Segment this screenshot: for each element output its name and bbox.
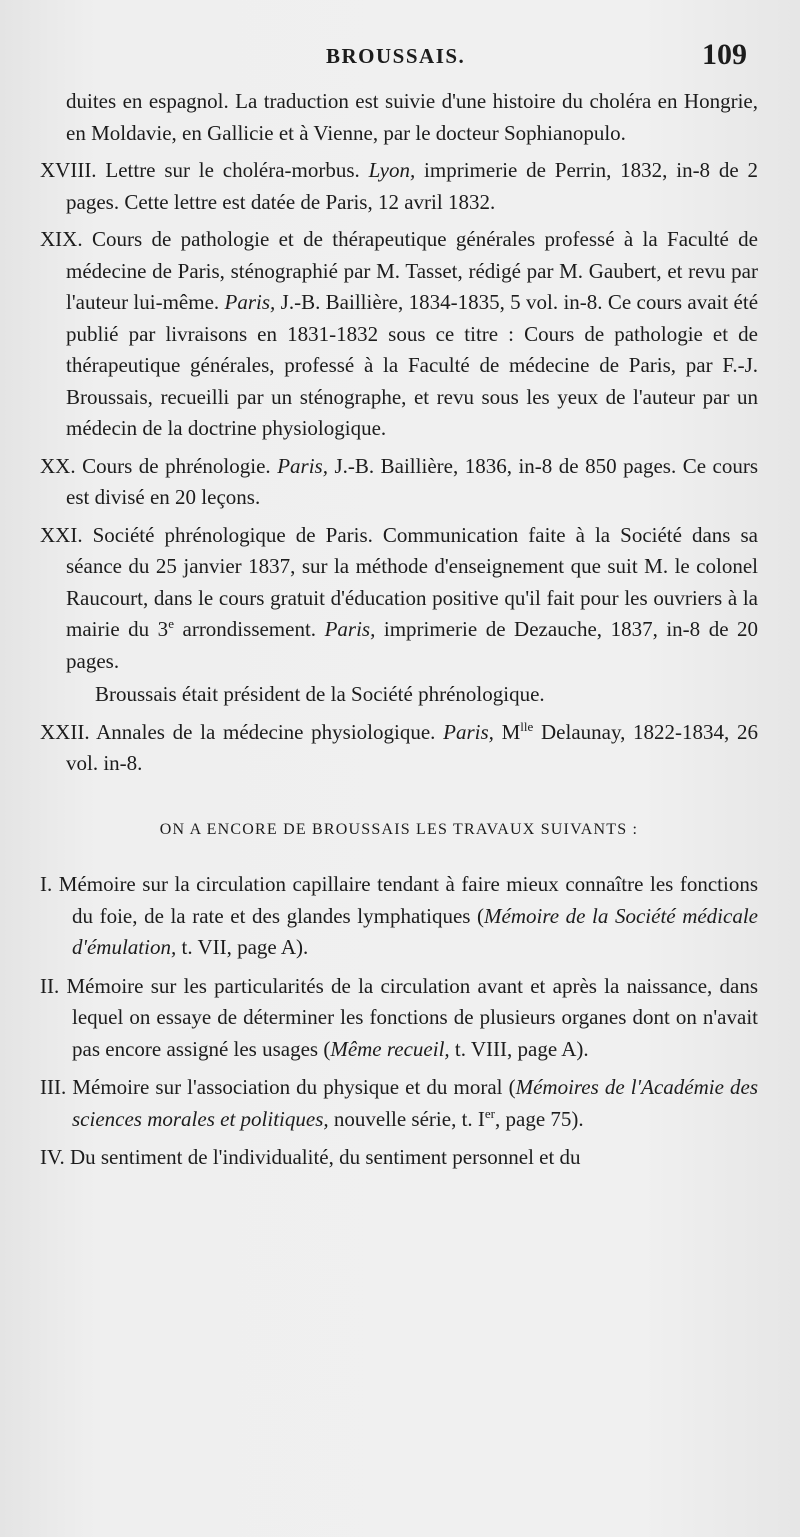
work-source: Mémoire de la Société médicale d'émulation, [72,903,758,959]
entry-place: Paris, [324,617,376,641]
entry-text: Lettre sur le choléra-morbus. [105,158,360,182]
work-numeral: I. [40,872,53,896]
entry-text: imprimerie de Perrin, 1832, in-8 de 2 pages. Cette lettre est datée de Paris, 12 avril 1832. [66,158,758,214]
continuation-paragraph: duites en espagnol. La traduction est suivie d'une histoire du choléra en Hongrie, en Moldavie, en Gallicie et à Vienne, par le docteur Sophianopulo. [66,89,758,145]
entry-text: imprimerie de Dezauche, 1837, in-8 de 20 pages. [66,617,759,673]
section-heading: ON A ENCORE DE BROUSSAIS LES TRAVAUX SUIVANTS : [159,820,639,838]
entry-numeral: XXI. [40,522,83,547]
note-paragraph: Broussais était président de la Société phrénologique. [95,682,545,706]
superscript: er [484,1105,496,1121]
work-numeral: IV. [40,1145,65,1169]
work-text: Mémoire sur l'association du physique et du moral ( [72,1075,516,1099]
entry-place: Paris, [277,453,328,478]
work-numeral: III. [40,1075,67,1099]
work-ii [40,971,758,1066]
entry-numeral: XVIII. [40,158,97,182]
entry-xx [40,451,758,514]
work-source: Mémoires de l'Académie des sciences morales et politiques, [72,1075,758,1131]
running-title: BROUSSAIS. [326,44,466,68]
work-numeral: II. [40,973,60,998]
work-iii [40,1072,758,1135]
entry-xxii [40,717,758,780]
entry-numeral: XX. [40,453,76,478]
entry-text: Cours de phrénologie. [82,453,271,478]
work-text: , page 75). [495,1106,584,1131]
entry-text: Annales de la médecine physiologique. [96,719,436,744]
work-text: Mémoire sur les particularités de la circulation avant et après la naissance, dans lequel on essaye de déterminer les fonctions de plusieurs organes dont on n'avait pas encore assigné les usages ( [66,973,759,1061]
entry-text: Delaunay, 1822-1834, 26 vol. in-8. [66,719,758,775]
entry-place: Paris, [443,719,494,744]
entry-xxi [40,520,758,678]
entry-xix [40,224,758,445]
page-number: 109 [702,38,747,71]
superscript: e [168,616,174,631]
entry-text: J.-B. Baillière, 1834-1835, 5 vol. in-8. Ce cours avait été publié par livraisons en 1831-1832 sous ce titre : Cours de pathologie et de thérapeutique générales, professé à la Faculté de médecine de Paris, par F.-J. Broussais, recueilli par un sténographe, et revu sous les yeux de l'auteur par un médecin de la doctrine physiologique. [66,290,759,440]
body-text [40,86,758,1174]
work-text: t. VII, page A). [181,935,309,959]
work-source: Même recueil, [330,1036,450,1061]
entry-text: arrondissement. [182,617,317,641]
work-text: Mémoire sur la circulation capillaire tendant à faire mieux connaître les fonctions du foie, de la rate et des glandes lymphatiques ( [58,872,758,928]
work-text: nouvelle série, t. I [333,1106,485,1131]
entry-text: M [501,719,521,744]
work-iv [40,1142,758,1174]
entry-numeral: XXII. [40,719,90,744]
running-head [0,38,800,74]
entry-place: Paris, [224,290,276,314]
entry-text: Société phrénologique de Paris. Communication faite à la Société dans sa séance du 25 janvier 1837, sur la méthode d'enseignement que suit M. le colonel Raucourt, dans le cours gratuit d'éducation positive qu'il fait pour les ouvriers à la mairie du 3 [66,522,758,641]
work-i [40,869,758,964]
work-text: t. VIII, page A). [454,1036,589,1061]
entry-place: Lyon, [368,158,416,182]
superscript: lle [520,718,534,734]
entry-numeral: XIX. [40,227,83,251]
entry-text: J.-B. Baillière, 1836, in-8 de 850 pages. Ce cours est divisé en 20 leçons. [66,453,759,509]
entry-text: Cours de pathologie et de thérapeutique générales professé à la Faculté de médecine de Paris, sténographié par M. Tasset, rédigé par M. Gaubert, et revu par l'auteur lui-même. [66,227,759,314]
entry-xviii [40,155,758,218]
work-text: Du sentiment de l'individualité, du sentiment personnel et du [69,1145,581,1169]
